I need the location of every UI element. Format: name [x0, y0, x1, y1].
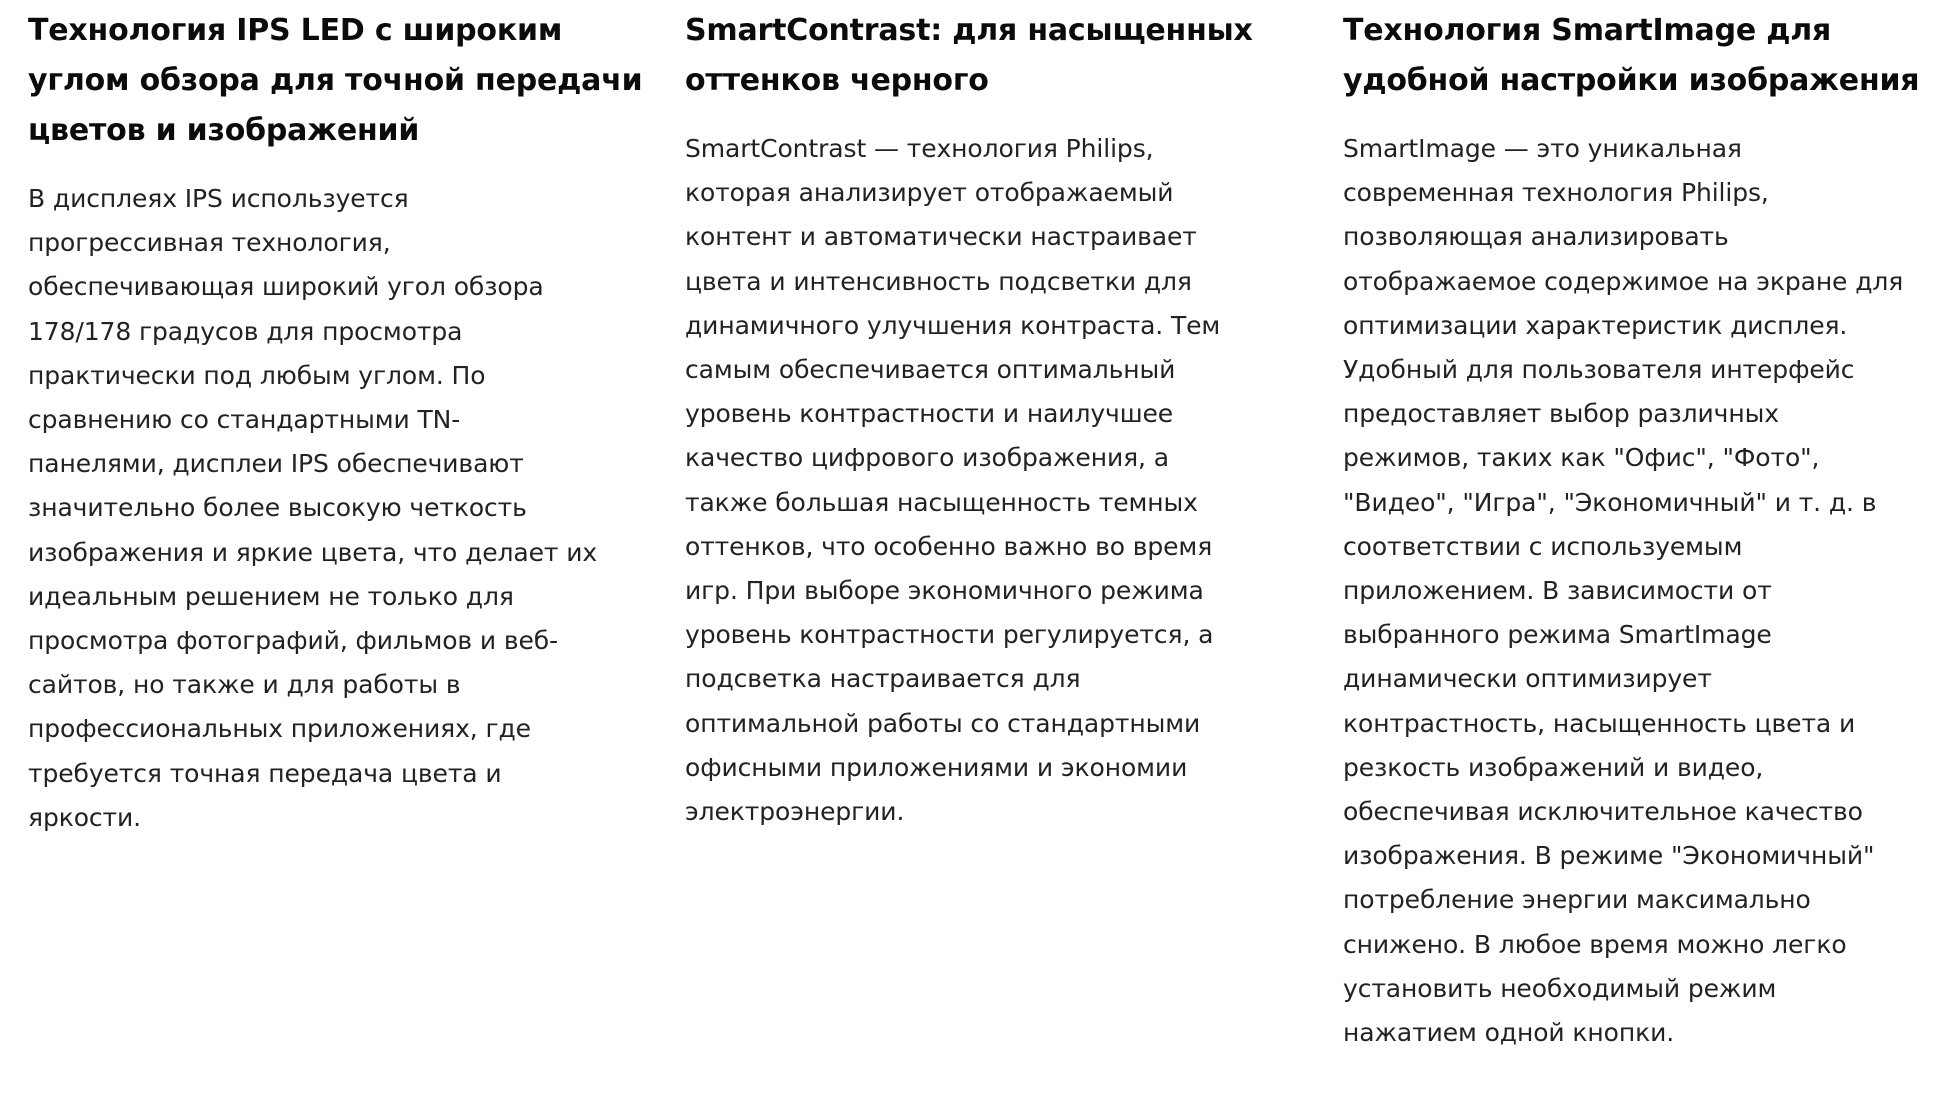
- feature-smartcontrast: [685, 6, 1325, 834]
- feature-description: SmartImage — это уникальная современная технология Philips, позволяющая анализировать отображаемое содержимое на экране для оптимизации характеристик дисплея. Удобный для пользователя интерфейс предоставляет выбор различных режимов, таких как "Офис", "Фото", "Видео", "Игра", "Экономичный" и т. д. в соответствии с используемым приложением. В зависимости от выбранного режима SmartImage динамически оптимизирует контрастность, насыщенность цвета и резкость изображений и видео, обеспечивая исключительное качество изображения. В режиме "Экономичный" потребление энергии максимально снижено. В любое время можно легко установить необходимый режим нажатием одной кнопки.: [1343, 134, 1904, 1048]
- feature-description: SmartContrast — технология Philips, которая анализирует отображаемый контент и автоматически настраивает цвета и интенсивность подсветки для динамичного улучшения контраста. Тем самым обеспечивается оптимальный уровень контрастности и наилучшее качество цифрового изображения, а также большая насыщенность темных оттенков, что особенно важно во время игр. При выборе экономичного режима уровень контрастности регулируется, а подсветка настраивается для оптимальной работы со стандартными офисными приложениями и экономии электроэнергии.: [685, 134, 1221, 827]
- feature-title: SmartContrast: для насыщенных оттенков черного: [685, 13, 1253, 98]
- feature-description: В дисплеях IPS используется прогрессивная технология, обеспечивающая широкий угол обзора 178/178 градусов для просмотра практически под любым углом. По сравнению со стандартными TN- панелями, дисплеи IPS обеспечивают значительно более высокую четкость изображения и яркие цвета, что делает их идеальным решением не только для просмотра фотографий, фильмов и веб- сайтов, но также и для работы в профессиональных приложениях, где требуется точная передача цвета и яркости.: [28, 184, 598, 832]
- feature-smartimage: [1343, 6, 1950, 1055]
- feature-title: Технология IPS LED с широким углом обзора для точной передачи цветов и изображений: [28, 13, 643, 148]
- feature-ips-led: [28, 6, 668, 840]
- feature-title: Технология SmartImage для удобной настройки изображения: [1343, 13, 1920, 98]
